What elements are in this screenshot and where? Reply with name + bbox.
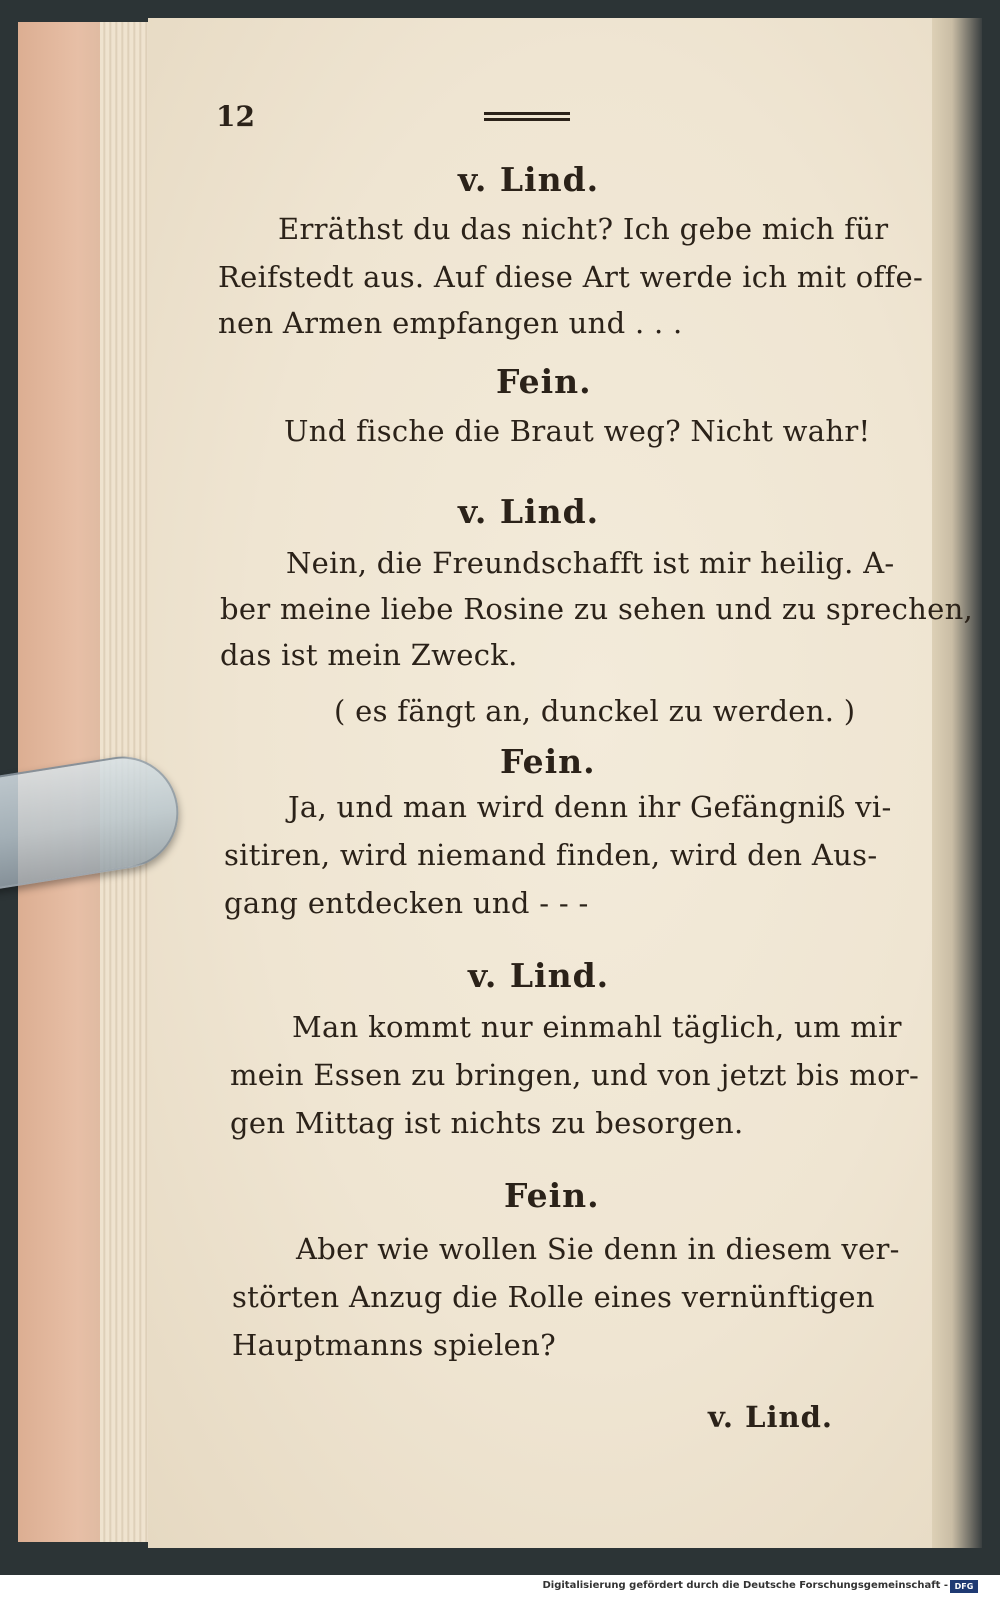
speaker-v-lind-1: v. Lind. [458,160,600,199]
footer-credit: Digitalisierung gefördert durch die Deutsche Forschungsgemeinschaft - [542,1580,948,1591]
text-line: nen Armen empfangen und . . . [218,306,683,340]
text-line: mein Essen zu bringen, und von jetzt bis mor- [230,1058,920,1092]
speaker-v-lind-2: v. Lind. [458,492,600,531]
dfg-logo: DFG [950,1580,978,1593]
text-line: Und fische die Braut weg? Nicht wahr! [284,414,871,448]
text-line: Ja, und man wird denn ihr Gefängniß vi- [288,790,892,824]
text-line: gen Mittag ist nichts zu besorgen. [230,1106,744,1140]
speaker-fein-2: Fein. [500,742,596,781]
text-line: Reifstedt aus. Auf diese Art werde ich mit offe- [218,260,924,294]
text-line: Nein, die Freundschafft ist mir heilig. A- [286,546,895,580]
header-rule [484,112,570,121]
text-line: gang entdecken und - - - [224,886,589,920]
text-line: Hauptmanns spielen? [232,1328,556,1362]
text-line: das ist mein Zweck. [220,638,518,672]
page-number: 12 [216,100,255,133]
text-line: Man kommt nur einmahl täglich, um mir [292,1010,902,1044]
text-line: Aber wie wollen Sie denn in diesem ver- [296,1232,900,1266]
speaker-v-lind-3: v. Lind. [468,956,610,995]
speaker-fein-1: Fein. [496,362,592,401]
page-gutter-shadow [932,18,982,1548]
text-line: Erräthst du das nicht? Ich gebe mich für [278,212,889,246]
text-line: sitiren, wird niemand finden, wird den Aus- [224,838,878,872]
stage-direction: ( es fängt an, dunckel zu werden. ) [334,694,856,728]
speaker-fein-3: Fein. [504,1176,600,1215]
book-page [148,18,960,1548]
text-line: störten Anzug die Rolle eines vernünftigen [232,1280,875,1314]
text-line: ber meine liebe Rosine zu sehen und zu sprechen, [220,592,974,626]
catchword: v. Lind. [708,1400,833,1434]
